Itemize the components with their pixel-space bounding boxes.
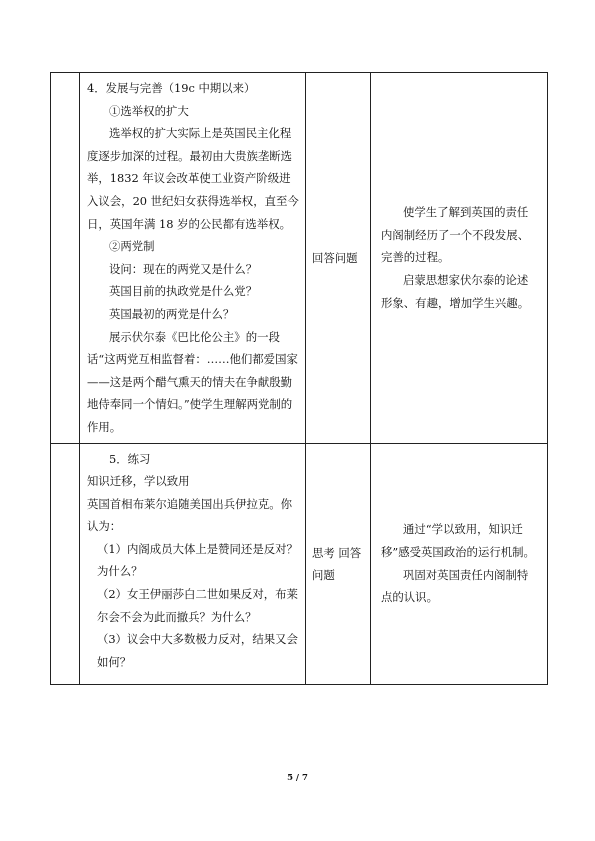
goal-text: 通过“学以致用，知识迁移”感受英国政治的运行机制。 bbox=[381, 522, 535, 559]
content-cell bbox=[80, 443, 306, 684]
subheading: ①选举权的扩大 bbox=[109, 103, 189, 118]
paragraph: 展示伏尔泰《巴比伦公主》的一段话“这两党互相监督着：……他们都爱国家——这是两个醋气熏天的情夫在争献殷勤地侍奉同一个情妇。”使学生理解两党制的作用。 bbox=[87, 329, 298, 434]
question-text: 英国目前的执政党是什么党？ bbox=[109, 284, 258, 299]
question-text: （2）女王伊丽莎白二世如果反对，布莱尔会不会为此而撤兵？为什么？ bbox=[97, 587, 298, 624]
table-row bbox=[51, 73, 548, 444]
goal-text: 使学生了解到英国的责任内阁制经历了一个不段发展、完善的过程。 bbox=[381, 205, 530, 265]
content-cell bbox=[80, 73, 306, 444]
question-text: （1）内阁成员大体上是赞同还是反对？为什么？ bbox=[97, 541, 298, 579]
table-row bbox=[51, 443, 548, 684]
lesson-plan-table bbox=[50, 72, 548, 685]
question-text: （3）议会中大多数极力反对，结果又会如何？ bbox=[97, 632, 298, 669]
page-number: 5 / 7 bbox=[287, 773, 308, 783]
goal-cell bbox=[371, 443, 548, 684]
goal-text: 启蒙思想家伏尔泰的论述形象、有趣，增加学生兴趣。 bbox=[381, 273, 530, 310]
method-text: 回答问题 bbox=[312, 250, 358, 265]
goal-text: 巩固对英国责任内阁制特点的认识。 bbox=[381, 567, 529, 605]
section-heading: 4．发展与完善（19c 中期以来） bbox=[87, 81, 256, 95]
goal-cell bbox=[371, 73, 548, 444]
blank-cell bbox=[51, 443, 80, 684]
paragraph: 英国首相布莱尔追随美国出兵伊拉克。你认为： bbox=[87, 496, 293, 534]
method-cell bbox=[306, 443, 371, 684]
blank-cell bbox=[51, 73, 80, 444]
section-heading: 5．练习 bbox=[109, 451, 151, 466]
paragraph: 选举权的扩大实际上是英国民主化程度逐步加深的过程。最初由大贵族垄断选举，1832 年议会改革使工业资产阶级进入议会，20 世纪妇女获得选举权，直至今日，英国年满 18 岁的公民都有选举权。 bbox=[87, 126, 299, 231]
method-text: 思考 回答问题 bbox=[312, 545, 362, 582]
question-text: 设问：现在的两党又是什么？ bbox=[109, 261, 258, 276]
subheading: ②两党制 bbox=[109, 239, 155, 254]
method-cell bbox=[306, 73, 371, 444]
paragraph: 知识迁移，学以致用 bbox=[87, 474, 190, 489]
question-text: 英国最初的两党是什么？ bbox=[109, 306, 235, 321]
